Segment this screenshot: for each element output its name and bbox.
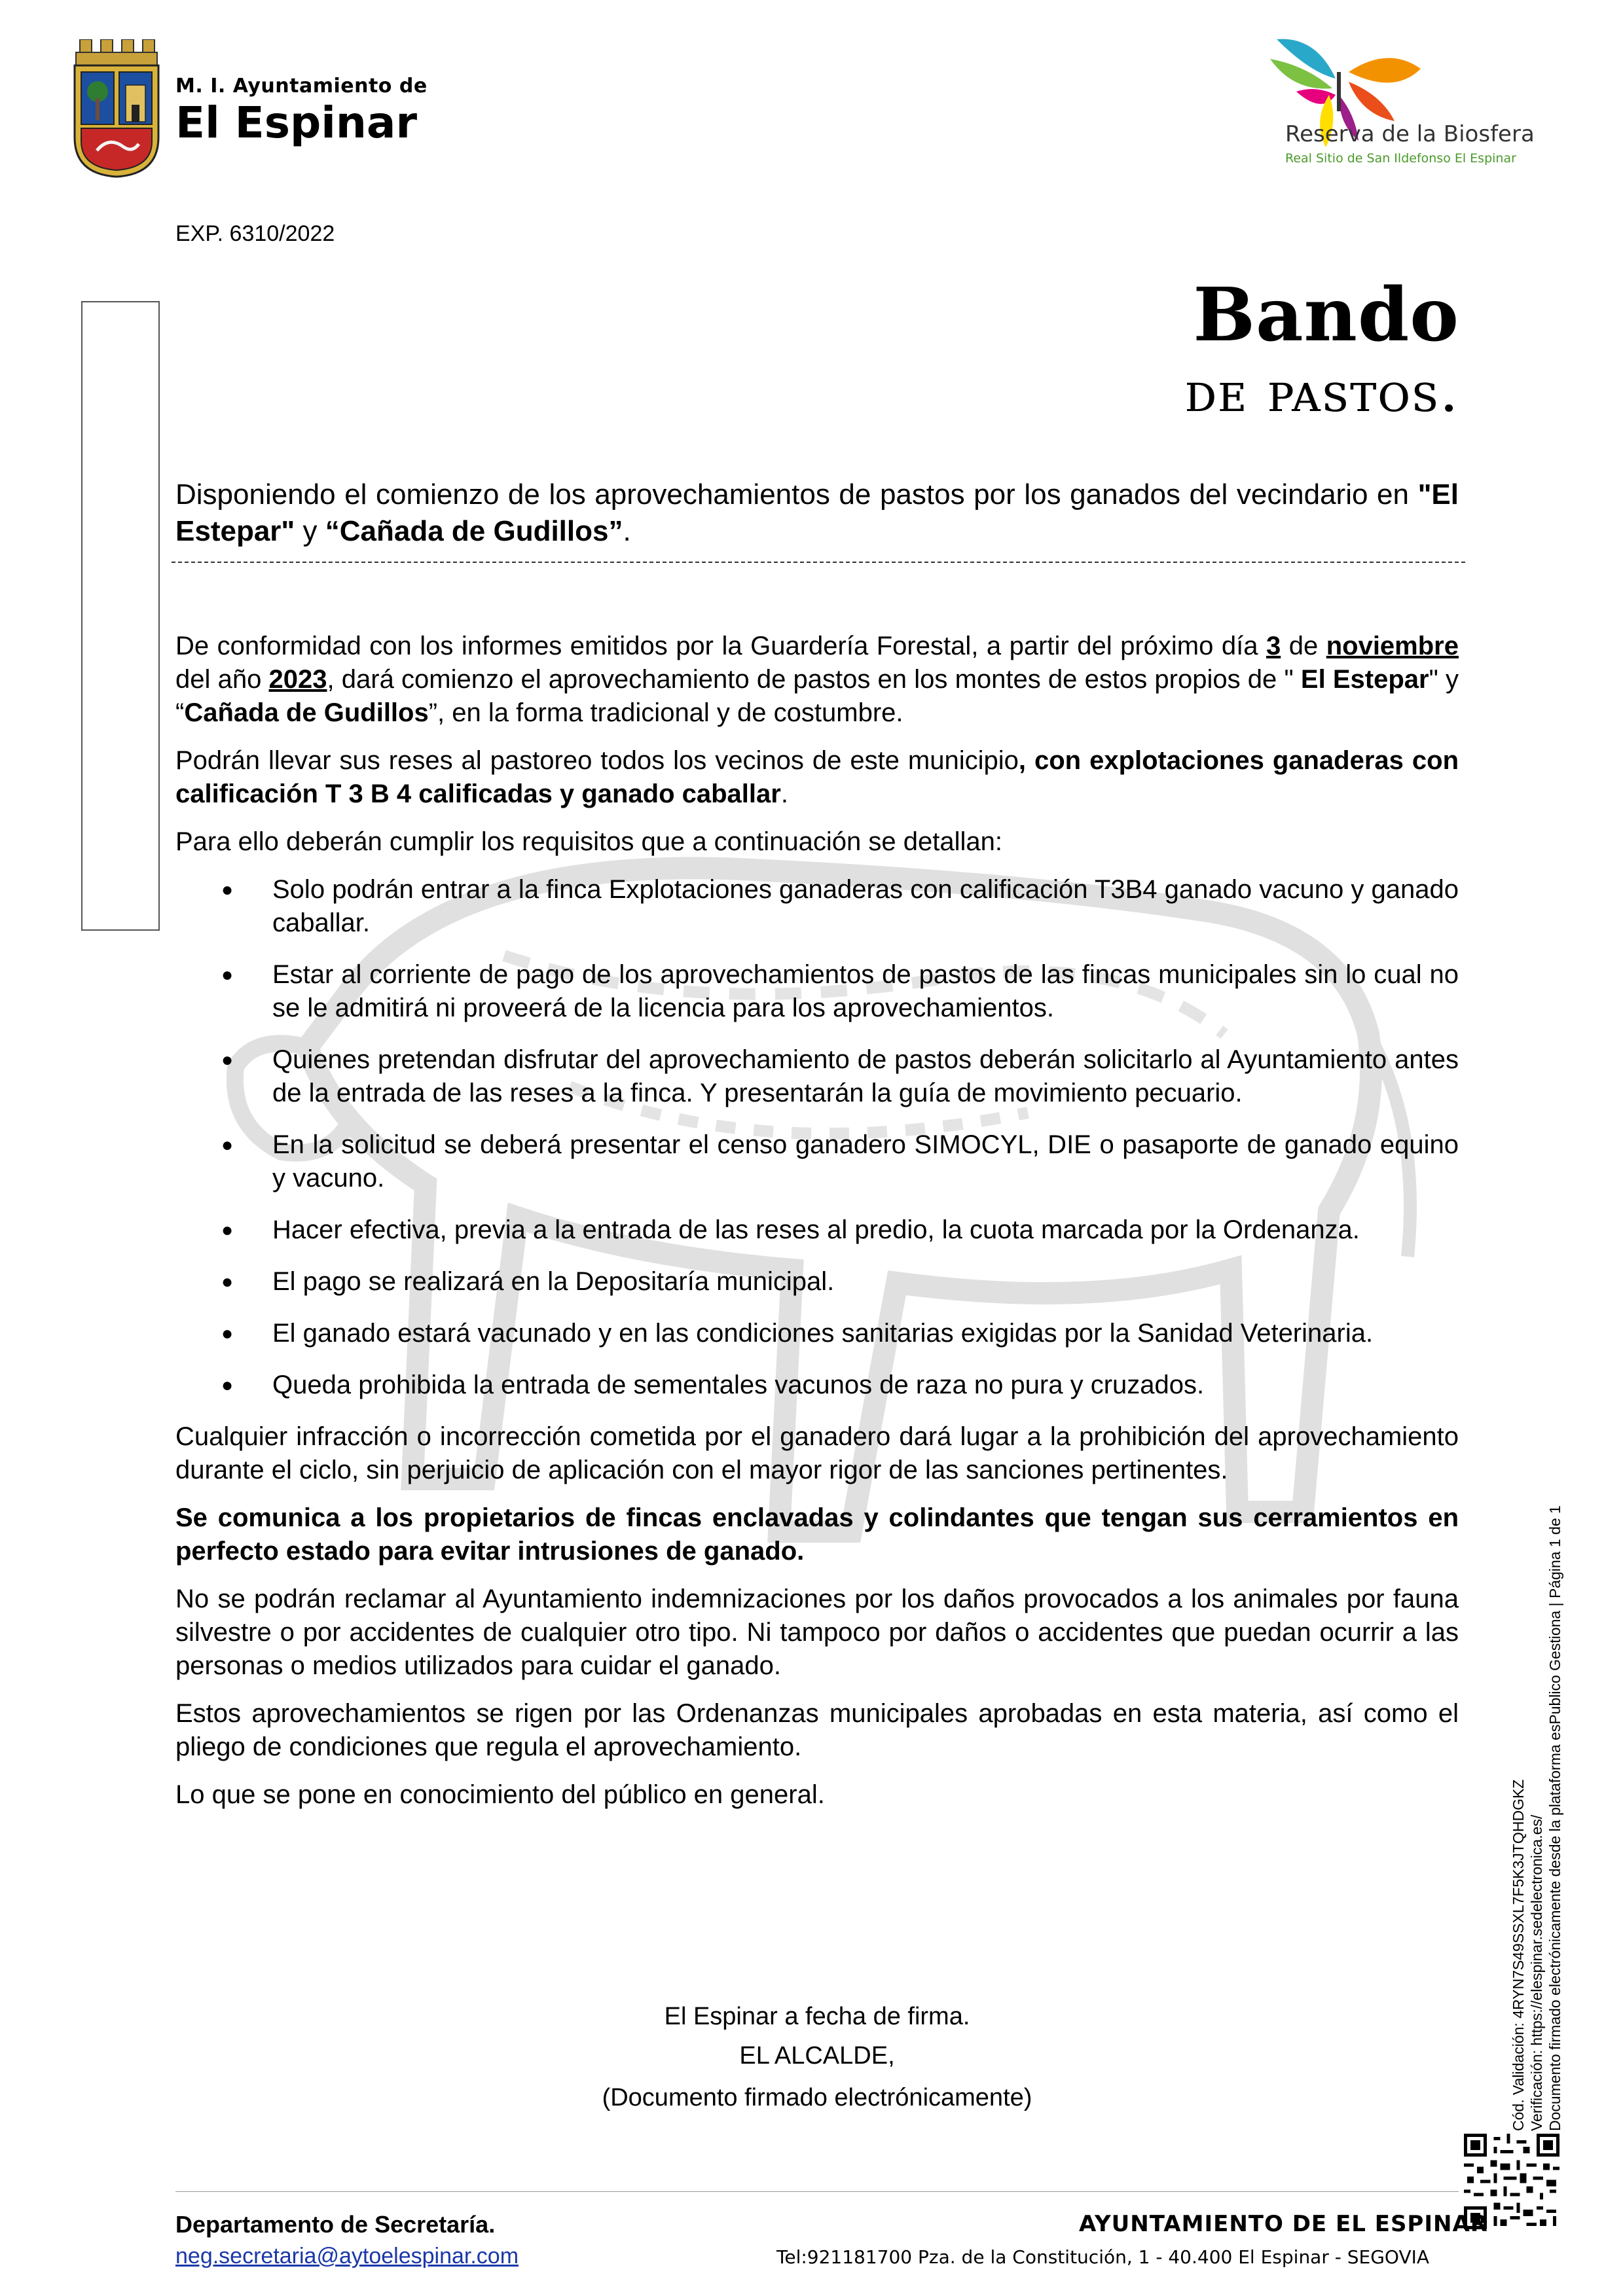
verification-url: Verificación: https://elespinar.sedelectronica.es/ [1528,1814,1545,2131]
start-year: 2023 [268,665,327,694]
p1-text-d: , dará comienzo el aprovechamiento de pastos en los montes de estos propios de " [327,665,1301,694]
paragraph-eligibility [175,744,1459,811]
intro-place-estepar: "El Estepar" [175,478,1459,547]
biosphere-title: Reserva de la Biosfera [1285,121,1535,147]
fencing-notice-bold: Se comunica a los propietarios de fincas enclavadas y colindantes que tengan sus cerramientos en perfecto estado para evitar intrusiones de ganado. [175,1503,1459,1566]
municipality-name [175,75,428,147]
paragraph-requirements-intro: Para ello deberán cumplir los requisitos que a continuación se detallan: [175,827,1002,856]
verification-code: Cód. Validación: 4RYN7S49SSXL7F5K3JTQHDGKZ [1510,1779,1527,2131]
paragraph-start-date [175,630,1459,730]
intro-connector: y [295,515,325,547]
signature-role: EL ALCALDE, [739,2042,895,2070]
el-espinar-crest-logo [71,39,162,178]
list-item: ● En la solicitud se deberá presentar el censo ganadero SIMOCYL, DIE o pasaporte de ganado equino y vacuno. [175,1128,1459,1195]
document-title: Bando [1193,272,1459,358]
signature-place-date: El Espinar a fecha de firma. [664,2003,970,2030]
document-body [175,630,1459,1826]
footer-organization: AYUNTAMIENTO DE EL ESPINAR [1079,2211,1488,2237]
list-item: ● El pago se realizará en la Depositaría municipal. [175,1265,1459,1299]
margin-box [81,301,160,931]
biosphere-subtitle: Real Sitio de San Ildefonso El Espinar [1285,151,1516,166]
list-item: ● El ganado estará vacunado y en las condiciones sanitarias exigidas por la Sanidad Veterinaria. [175,1317,1459,1350]
list-item: ● Queda prohibida la entrada de sementales vacunos de raza no pura y cruzados. [175,1369,1459,1402]
p1-text-b: de [1281,632,1326,660]
list-item: ● Hacer efectiva, previa a la entrada de las reses al predio, la cuota marcada por la Ordenanza. [175,1213,1459,1247]
p1-text-c: del año [175,665,269,694]
expediente-number: EXP. 6310/2022 [175,221,335,246]
list-item: ● Solo podrán entrar a la finca Explotaciones ganaderas con calificación T3B4 ganado vacuno y ganado caballar. [175,873,1459,940]
verification-platform: Documento firmado electrónicamente desde la plataforma esPublico Gestiona | Página 1 de 1 [1546,1505,1563,2131]
paragraph-liability: No se podrán reclamar al Ayuntamiento indemnizaciones por los daños provocados a los animales por fauna silvestre o por accidentes de cualquier otro tipo. Ni tampoco por daños o accidentes que puedan ocurrir a las personas o medios utilizados para cuidar el ganado. [175,1585,1459,1680]
dashed-separator [172,562,1465,563]
p1-text-f: ”, en la forma tradicional y de costumbre. [428,698,903,727]
verification-text [1509,1505,1564,2131]
biosphere-reserve-caption [1285,121,1535,166]
p2-bold: , con explotaciones ganaderas con calificación T 3 B 4 calificadas y ganado caballar [175,746,1459,808]
paragraph-infractions: Cualquier infracción o incorrección cometida por el ganadero dará lugar a la prohibición del aprovechamiento durante el ciclo, sin perjuicio de aplicación con el mayor rigor de las sanciones pertinentes. [175,1422,1459,1484]
p1-text-a: De conformidad con los informes emitidos por la Guardería Forestal, a partir del próximo día [175,632,1266,660]
paragraph-public-notice: Lo que se pone en conocimiento del público en general. [175,1780,825,1809]
document-subtitle: de pastos. [1184,360,1459,424]
paragraph-fencing-notice [175,1501,1459,1568]
footer-email-link[interactable]: neg.secretaria@aytoelespinar.com [175,2244,519,2269]
signature-note: (Documento firmado electrónicamente) [602,2084,1032,2111]
list-item: ● Estar al corriente de pago de los aprovechamientos de pastos de las fincas municipales sin lo cual no se le admitirá ni proveerá de la licencia para los aprovechamientos. [175,958,1459,1025]
municipality-line1: M. I. Ayuntamiento de [175,75,428,98]
paragraph-ordinances: Estos aprovechamientos se rigen por las Ordenanzas municipales aprobadas en esta materia, así como el pliego de condiciones que regula el aprovechamiento. [175,1699,1459,1761]
requirements-list [175,873,1459,1402]
intro-paragraph [175,476,1459,550]
municipality-line2: El Espinar [175,98,417,148]
footer-address: Tel:921181700 Pza. de la Constitución, 1 - 40.400 El Espinar - SEGOVIA [776,2246,1430,2268]
intro-place-gudillos: “Cañada de Gudillos” [325,515,623,547]
intro-text: Disponiendo el comienzo de los aprovechamientos de pastos por los ganados del vecindario en [175,478,1418,511]
p1-place-gudillos: Cañada de Gudillos [184,698,429,727]
p2-text-a: Podrán llevar sus reses al pastoreo todos los vecinos de este municipio [175,746,1019,775]
p2-text-b: . [780,780,788,808]
intro-end: . [623,515,631,547]
p1-place-estepar: El Estepar [1300,665,1429,694]
p1-text-e: " y “ [175,665,1459,727]
footer-department: Departamento de Secretaría. [175,2211,496,2238]
start-month: noviembre [1326,632,1459,660]
list-item: ● Quienes pretendan disfrutar del aprovechamiento de pastos deberán solicitarlo al Ayuntamiento antes de la entrada de las reses a la finca. Y presentarán la guía de movimiento pecuario. [175,1043,1459,1110]
start-day: 3 [1266,632,1281,660]
footer-divider [175,2191,1459,2192]
